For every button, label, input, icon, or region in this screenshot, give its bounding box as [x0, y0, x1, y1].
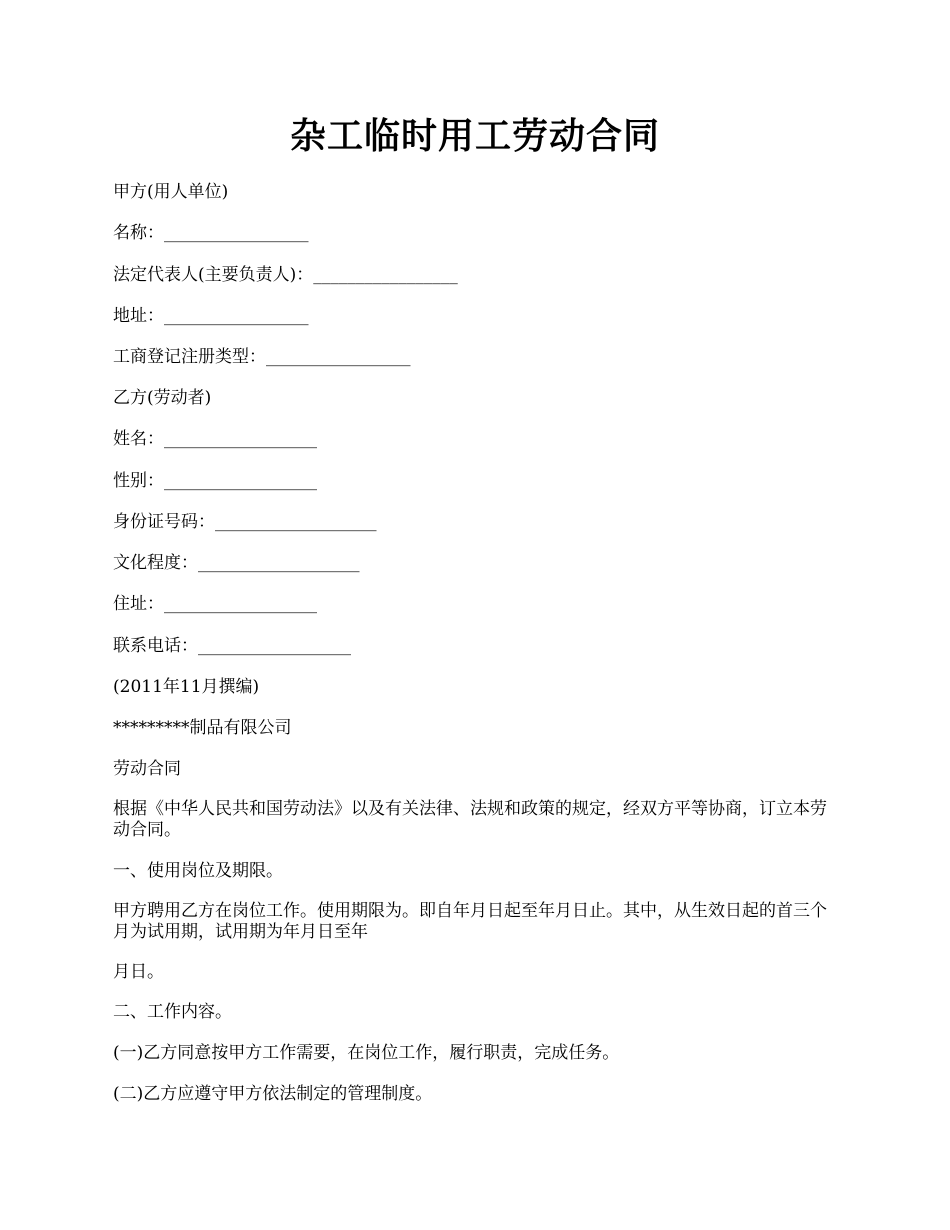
- party-a-legal-rep-field: 法定代表人(主要负责人)：_________________: [113, 265, 458, 285]
- section-1-title: 一、使用岗位及期限。: [113, 861, 283, 881]
- section-2-title: 二、工作内容。: [113, 1002, 232, 1022]
- section-2-item-2: (二)乙方应遵守甲方依法制定的管理制度。: [113, 1084, 433, 1104]
- party-b-gender-field: 性别：__________________: [113, 471, 317, 491]
- section-1-tail: 月日。: [113, 962, 164, 982]
- party-a-name-field: 名称：_________________: [113, 223, 309, 243]
- contract-preamble: 根据《中华人民共和国劳动法》以及有关法律、法规和政策的规定，经双方平等协商，订立本劳动合同。: [113, 799, 827, 840]
- party-b-address-field: 住址：__________________: [113, 594, 317, 614]
- section-1-body: 甲方聘用乙方在岗位工作。使用期限为。即自年月日起至年月日止。其中，从生效日起的首三个月为试用期，试用期为年月日至年: [113, 901, 827, 942]
- party-a-registration-type-field: 工商登记注册类型：_________________: [113, 347, 411, 367]
- party-a-address-field: 地址：_________________: [113, 306, 309, 326]
- contract-label: 劳动合同: [113, 759, 181, 779]
- section-2-item-1: (一)乙方同意按甲方工作需要，在岗位工作，履行职责，完成任务。: [113, 1043, 620, 1063]
- party-b-id-number-field: 身份证号码：___________________: [113, 512, 377, 532]
- party-b-education-field: 文化程度：___________________: [113, 553, 360, 573]
- document-title: 杂工临时用工劳动合同: [289, 115, 660, 157]
- party-b-heading: 乙方(劳动者): [113, 388, 212, 408]
- party-b-name-field: 姓名：__________________: [113, 429, 317, 449]
- edition-note: (2011年11月撰编): [113, 677, 260, 697]
- party-b-phone-field: 联系电话：__________________: [113, 636, 351, 656]
- party-a-heading: 甲方(用人单位): [113, 182, 229, 202]
- company-name: *********制品有限公司: [113, 718, 292, 738]
